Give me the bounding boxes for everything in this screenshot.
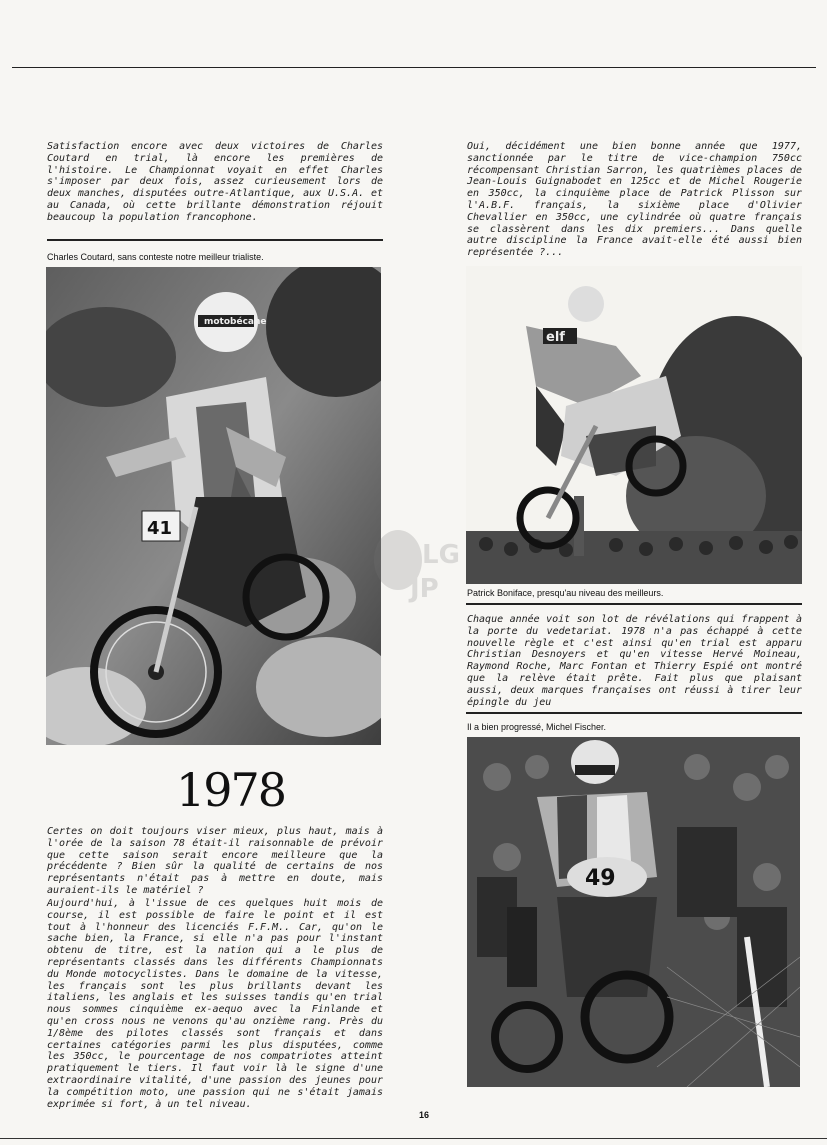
photo-patrick-boniface	[466, 266, 802, 584]
boniface-sponsor-text: elf	[546, 330, 565, 345]
photo-michel-fischer	[467, 737, 800, 1087]
right-divider-2	[466, 712, 802, 714]
top-rule	[12, 67, 816, 68]
watermark-text-2: JP	[410, 574, 439, 604]
left-paragraph-1: Certes on doit toujours viser mieux, plus haut, mais à l'orée de la saison 78 était-il raisonnable de prévoir que cette saison serait encore meilleure que la précédente ? Bien sûr la qualité de certains de nos représentants n'était pas à mettre en doute, mais auraient-ils le matériel ?	[47, 826, 383, 896]
left-paragraph-2: Aujourd'hui, à l'issue de ces quelques huit mois de course, il est possible de faire le point et il est tout à l'honneur des licenciés F.F.M.. Car, qu'on le sache bien, la France, si elle n'a pas pour l'instant obtenu de titre, est la nation qui a le plus de représentants classés dans les différents Championnats du Monde motocyclistes. Dans le domaine de la vitesse, les français sont les plus brillants devant les italiens, les anglais et les suisses tandis qu'en trial nous sommes cinquième ex-aequo avec la Finlande et qu'en cross nous ne venons qu'au onzième rang. Près du 1/8ème des pilotes classés sont français et dans certaines catégories parmi les plus disputées, comme les 350cc, le pourcentage de nos compatriotes atteint pratiquement le tiers. Il faut voir là le signe d'une extraordinaire vitalité, d'une passion des jeunes pour la compétition moto, une passion qui ne s'était jamais exprimée si fort, à un tel niveau.	[47, 898, 383, 1110]
right-revelations-paragraph: Chaque année voit son lot de révélations qui frappent à la porte du vedetariat. 1978 n'a pas échappé à cette nouvelle règle et c'est ainsi qu'en trial est apparu Christian Desnoyers et qu'en vitesse Hervé Moineau, Raymond Roche, Marc Fontan et Thierry Espié ont montré que la relève était prête. Fait plus que plaisant aussi, deux marques françaises ont réussi à tirer leur épingle du jeu	[467, 614, 802, 708]
coutard-bike-number: 41	[147, 518, 173, 539]
fischer-caption: Il a bien progressé, Michel Fischer.	[467, 722, 607, 732]
left-divider	[47, 239, 383, 241]
boniface-caption: Patrick Boniface, presqu'au niveau des meilleurs.	[467, 588, 664, 598]
year-heading: 1978	[176, 763, 286, 817]
coutard-caption: Charles Coutard, sans conteste notre meilleur trialiste.	[47, 252, 264, 262]
right-divider-1	[466, 603, 802, 605]
bottom-rule	[0, 1138, 827, 1139]
coutard-helmet-text: motobécane	[204, 317, 267, 327]
photo-charles-coutard	[46, 267, 381, 745]
page-number: 16	[419, 1110, 430, 1120]
watermark-text-1: LG	[422, 540, 460, 570]
watermark-logo	[370, 525, 480, 610]
right-intro-paragraph: Oui, décidément une bien bonne année que 1977, sanctionnée par le titre de vice-champion 750cc récompensant Christian Sarron, les quatrièmes places de Jean-Louis Guignabodet en 125cc et de Michel Rougerie en 350cc, la cinquième place de Patrick Plisson sur l'A.B.F. français, la sixième place d'Olivier Chevallier en 350cc, une cylindrée où quatre français se classèrent dans les dix premiers... Dans quelle autre discipline la France avait-elle été aussi bien représentée ?...	[467, 141, 802, 259]
left-intro-paragraph: Satisfaction encore avec deux victoires de Charles Coutard en trial, là encore les premières de l'histoire. Le Championnat voyait en effet Charles s'imposer par deux fois, assez curieusement lors de deux manches, disputées outre-Atlantique, aux U.S.A. et au Canada, où cette brillante démonstration réjouit beaucoup la population francophone.	[47, 141, 383, 223]
fischer-bike-number: 49	[585, 866, 616, 891]
